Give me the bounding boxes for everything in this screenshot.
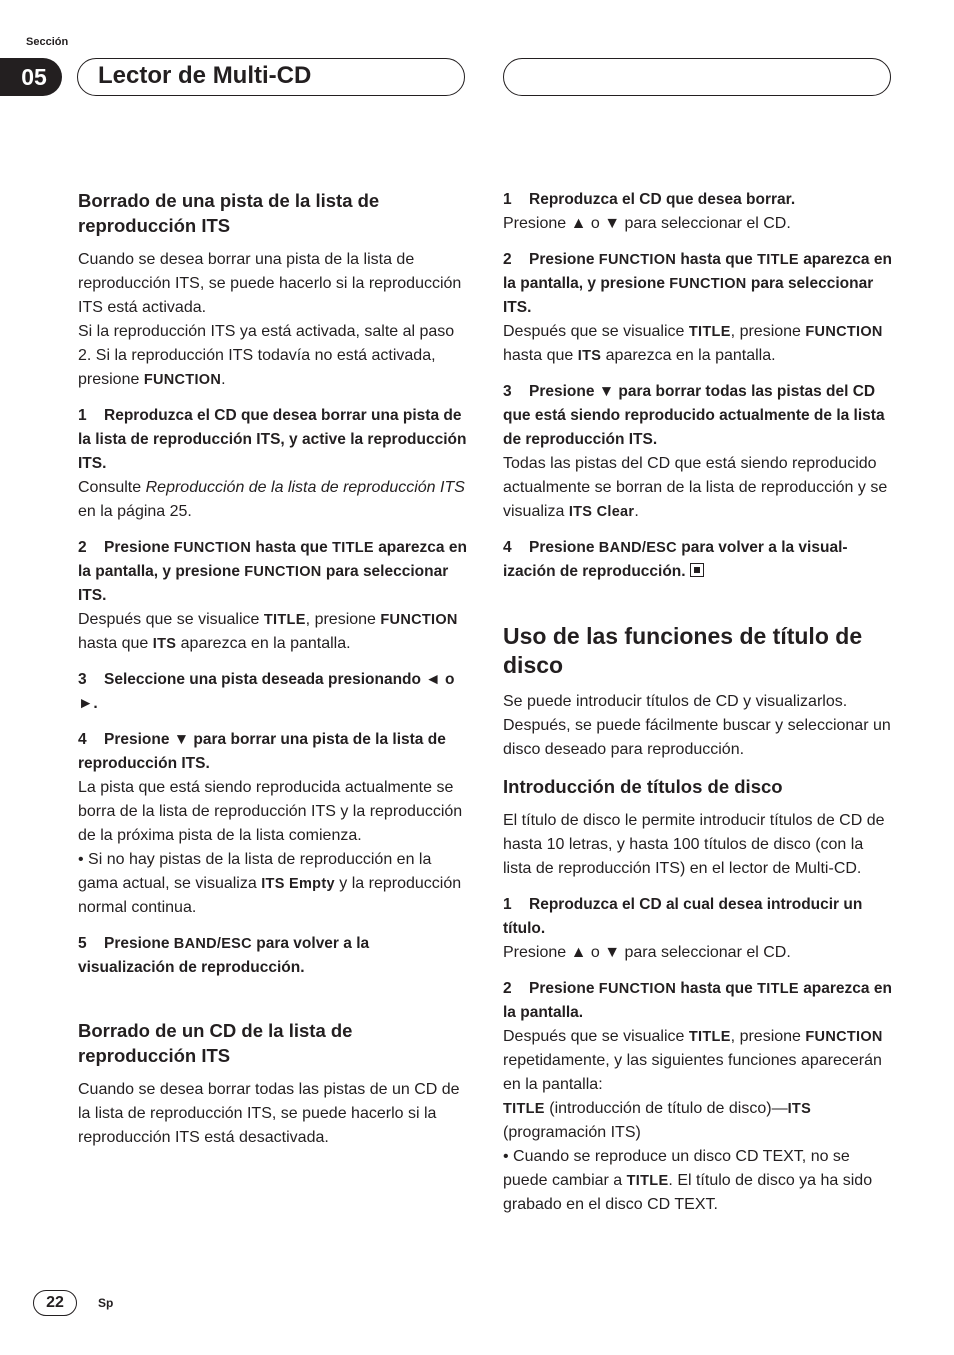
step-2: 2 Presione FUNCTION hasta que TITLE aparezca en la pantalla, y presione FUNCTION para seleccionar ITS.	[503, 251, 892, 316]
step-body: Presione ▲ o ▼ para seleccionar el CD.	[503, 944, 791, 961]
subsection-heading: Introducción de títulos de disco	[503, 776, 783, 797]
step-2: 2 Presione FUNCTION hasta que TITLE aparezca en la pantalla.	[503, 980, 892, 1021]
step-body: Presione ▲ o ▼ para seleccionar el CD.	[503, 215, 791, 232]
language-code: Sp	[98, 1296, 114, 1310]
paragraph: Cuando se desea borrar todas las pistas de un CD de la lista de reproducción ITS, se puede hacerlo si la reproducción ITS está desactivada.	[78, 1081, 460, 1146]
step-3: 3 Seleccione una pista deseada presionando ◄ o ►.	[78, 671, 455, 712]
left-column	[78, 188, 468, 1150]
step-1: 1 Reproduzca el CD que desea borrar una pista de la lista de reproducción ITS, y active la reproducción ITS.	[78, 407, 467, 472]
section-label: Sección	[26, 36, 69, 48]
section-heading: Borrado de una pista de la lista de reproducción ITS	[78, 190, 380, 236]
section-number-badge: 05	[0, 58, 62, 96]
page-number: 22	[33, 1290, 77, 1316]
step-4: 4 Presione BAND/ESC para volver a la visual-ización de reproducción.	[503, 539, 848, 580]
section-heading: Borrado de un CD de la lista de reproducción ITS	[78, 1020, 353, 1066]
function-list: TITLE (introducción de título de disco)—ITS (programación ITS)	[503, 1100, 812, 1141]
step-2: 2 Presione FUNCTION hasta que TITLE aparezca en la pantalla, y presione FUNCTION para seleccionar ITS.	[78, 539, 467, 604]
step-body: Después que se visualice TITLE, presione FUNCTION repetidamente, y las siguientes funciones aparecerán en la pantalla:	[503, 1028, 883, 1093]
step-1: 1 Reproduzca el CD que desea borrar.	[503, 191, 796, 208]
step-3: 3 Presione ▼ para borrar todas las pistas del CD que está siendo reproducido actualmente de la lista de reproducción ITS.	[503, 383, 885, 448]
step-body: Después que se visualice TITLE, presione FUNCTION hasta que ITS aparezca en la pantalla.	[78, 611, 458, 652]
step-1: 1 Reproduzca el CD al cual desea introducir un título.	[503, 896, 863, 937]
step-body: Después que se visualice TITLE, presione FUNCTION hasta que ITS aparezca en la pantalla.	[503, 323, 883, 364]
step-body: Consulte Reproducción de la lista de reproducción ITS en la página 25.	[78, 479, 465, 520]
header-right-frame	[503, 58, 891, 96]
end-of-section-icon	[690, 563, 704, 577]
right-column	[503, 188, 893, 1217]
step-5: 5 Presione BAND/ESC para volver a la visualización de reproducción.	[78, 935, 370, 976]
step-body: La pista que está siendo reproducida actualmente se borra de la lista de reproducción ITS y la reproducción de la próxima pista de la lista comienza.	[78, 779, 463, 844]
chapter-title: Lector de Multi-CD	[77, 58, 465, 96]
step-4: 4 Presione ▼ para borrar una pista de la lista de reproducción ITS.	[78, 731, 446, 772]
paragraph: Si la reproducción ITS ya está activada, salte al paso 2. Si la reproducción ITS todavía no está activada, presione FUNCTION.	[78, 323, 455, 388]
note: • Si no hay pistas de la lista de reproducción en la gama actual, se visualiza ITS Empty y la reproducción normal continua.	[78, 851, 462, 916]
section-title: Uso de las funciones de título de disco	[503, 623, 863, 678]
note: • Cuando se reproduce un disco CD TEXT, no se puede cambiar a TITLE. El título de disco ya ha sido grabado en el disco CD TEXT.	[503, 1148, 873, 1213]
paragraph: El título de disco le permite introducir títulos de CD de hasta 10 letras, y hasta 100 títulos de disco (con la lista de reproducción ITS) en el lector de Multi-CD.	[503, 812, 885, 877]
step-body: Todas las pistas del CD que está siendo reproducido actualmente se borran de la lista de reproducción y se visualiza ITS Clear.	[503, 455, 888, 520]
paragraph: Se puede introducir títulos de CD y visualizarlos. Después, se puede fácilmente buscar y seleccionar un disco deseado para reproducción.	[503, 693, 891, 758]
paragraph: Cuando se desea borrar una pista de la lista de reproducción ITS, se puede hacerlo si la reproducción ITS está activada.	[78, 251, 462, 316]
